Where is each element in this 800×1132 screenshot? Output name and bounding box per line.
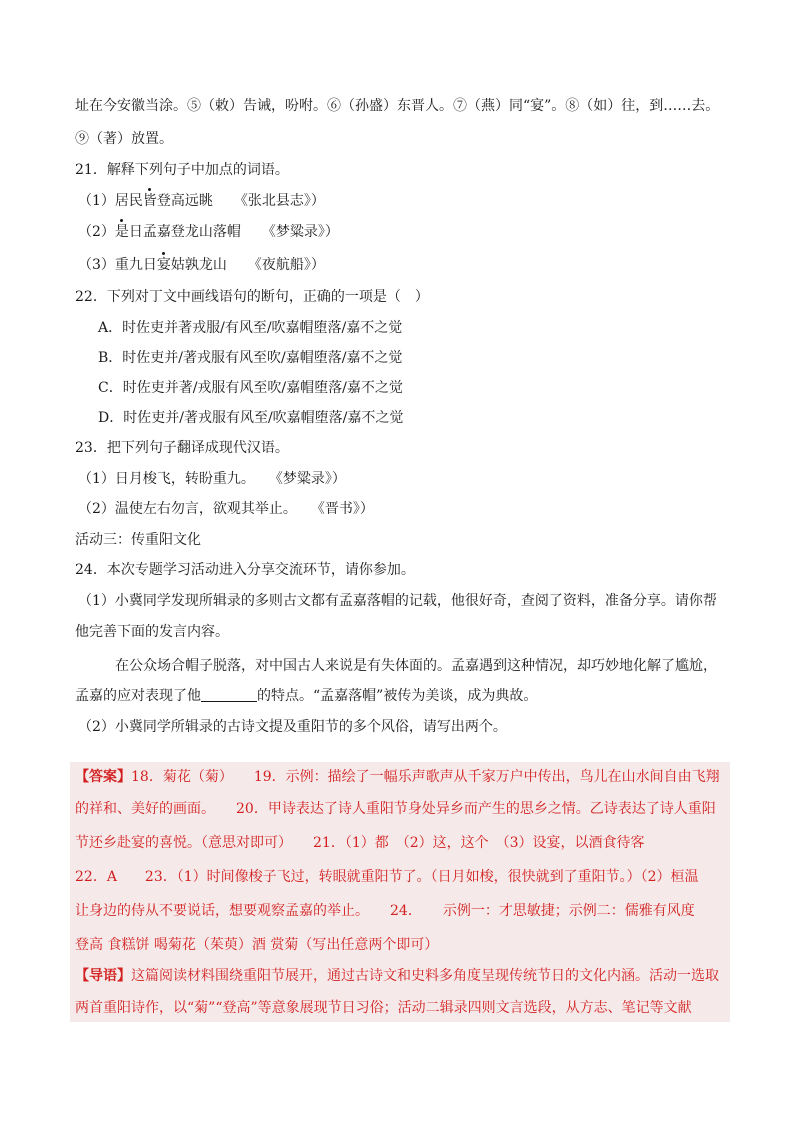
q21-2-prefix: （2） [78, 224, 115, 240]
question-24-title: 24．本次专题学习活动进入分享交流环节，请你参加。 [75, 562, 415, 578]
option-a: A．时佐吏并著戎服/有风至/吹嘉帽堕落/嘉不之觉 [98, 320, 403, 336]
guide-text-1: 这篇阅读材料围绕重阳节展开，通过古诗文和史料多角度呈现传统节日的文化内涵。活动一选取 [131, 968, 719, 984]
option-c: C．时佐吏并著/戎服有风至吹/嘉帽堕落/嘉不之觉 [98, 380, 403, 396]
speech-paragraph-line-1: 在公众场合帽子脱落，对中国古人来说是有失体面的。孟嘉遇到这种情况，却巧妙地化解了尴尬， [115, 658, 717, 674]
question-24-item-2: （2）小冀同学所辑录的古诗文提及重阳节的多个风俗，请写出两个。 [78, 719, 507, 735]
footnote-line-2: ⑨（著）放置。 [75, 131, 173, 147]
q21-2-rest: 日孟嘉登龙山落帽 《梦粱录》） [128, 224, 339, 240]
q21-1-prefix: （1）居民 [78, 193, 143, 209]
guide-tag: 【导语】 [75, 968, 131, 984]
question-21-title: 21．解释下列句子中加点的词语。 [75, 162, 289, 178]
answer-line-1 [75, 767, 720, 787]
q21-3-prefix: （3）重九日 [78, 257, 157, 273]
speech-paragraph-line-2 [75, 686, 537, 706]
answer-tag: 【答案】 [75, 769, 131, 785]
answer-text-1: 18．菊花（菊） 19．示例：描绘了一幅乐声歌声从千家万户中传出，鸟儿在山水间自由飞翔 [131, 769, 720, 785]
q21-1-rest: 登高远眺 《张北县志》） [156, 193, 325, 209]
dotted-word: 是 [114, 224, 129, 240]
guide-line-2: 两首重阳诗作，以“菊”“登高”等意象展现节日习俗；活动二辑录四则文言选段，从方志、笔记等文献 [75, 1000, 692, 1016]
footnote-line-1: 址在今安徽当涂。⑤（敕）告诫，吩咐。⑥（孙盛）东晋人。⑦（燕）同“宴”。⑧（如）往，到……去。 [75, 98, 720, 114]
question-21-item-1 [78, 191, 325, 211]
activity-3-heading: 活动三：传重阳文化 [75, 532, 201, 548]
dotted-word: 皆 [142, 193, 157, 209]
question-21-item-3 [78, 255, 325, 275]
guide-line-1 [75, 966, 719, 986]
question-24-item-1: （1）小冀同学发现所辑录的多则古文都有孟嘉落帽的记载，他很好奇，查阅了资料，准备分享。请你帮 [78, 593, 717, 609]
speech-prefix: 孟嘉的应对表现了他 [75, 688, 201, 704]
question-23-item-1: （1）日月梭飞，转盼重九。 《梦粱录》） [78, 471, 346, 487]
q21-3-rest: 姑孰龙山 《夜航船》） [170, 257, 325, 273]
speech-suffix: 的特点。“孟嘉落帽”被传为美谈，成为典故。 [257, 688, 538, 704]
answer-line-3: 节还乡赴宴的喜悦。（意思对即可） 21．（1）都 （2）这，这个 （3）设宴，以酒食待客 [75, 835, 645, 851]
question-23-title: 23．把下列句子翻译成现代汉语。 [75, 440, 289, 456]
fill-blank [201, 687, 257, 702]
question-22-title: 22．下列对丁文中画线语句的断句，正确的一项是（ ） [75, 289, 429, 305]
question-24-item-1-cont: 他完善下面的发言内容。 [75, 624, 229, 640]
dotted-word: 宴 [156, 257, 171, 273]
option-d: D．时佐吏并/著戎服有风至/吹嘉帽堕落/嘉不之觉 [98, 410, 404, 426]
answer-line-6: 登高 食糕饼 喝菊花（茱萸）酒 赏菊（写出任意两个即可） [75, 937, 439, 953]
option-b: B．时佐吏并/著戎服有风至吹/嘉帽堕落/嘉不之觉 [98, 350, 403, 366]
question-21-item-2 [78, 222, 339, 242]
answer-line-4: 22．A 23．（1）时间像梭子飞过，转眼就重阳节了。（日月如梭，很快就到了重阳节。）（2）桓温 [75, 869, 699, 885]
question-23-item-2: （2）温使左右勿言，欲观其举止。 《晋书》） [78, 501, 374, 517]
answer-line-5: 让身边的侍从不要说话，想要观察孟嘉的举止。 24． 示例一：才思敏捷；示例二：儒雅有风度 [75, 903, 695, 919]
answer-line-2: 的祥和、美好的画面。 20．甲诗表达了诗人重阳节身处异乡而产生的思乡之情。乙诗表达了诗人重阳 [75, 801, 716, 817]
